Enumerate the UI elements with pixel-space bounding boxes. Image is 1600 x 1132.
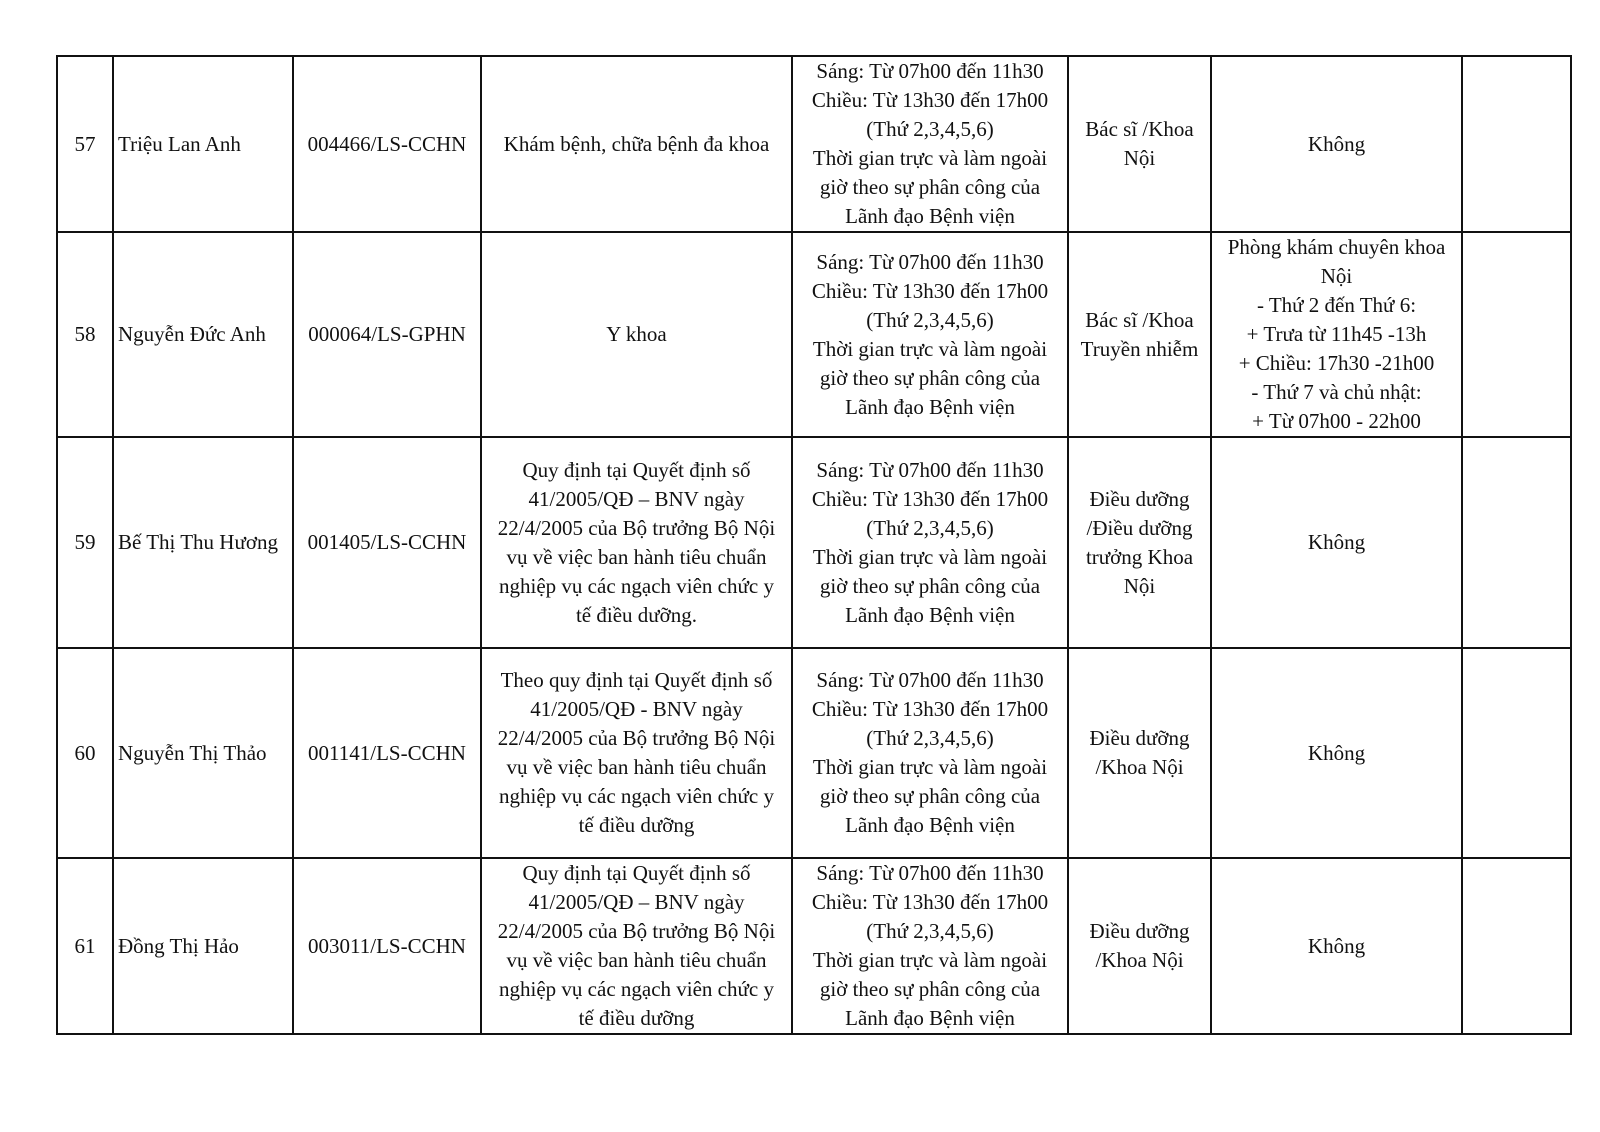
table-row	[57, 437, 1571, 648]
other-line: Phòng khám chuyên khoa	[1227, 235, 1446, 259]
note-cell	[1462, 232, 1571, 437]
other-line: + Chiều: 17h30 -21h00	[1238, 351, 1435, 375]
scope-line: Quy định tại Quyết định số	[522, 457, 751, 482]
scope-line: vụ về việc ban hành tiêu chuẩn	[506, 544, 767, 569]
note-cell	[1462, 56, 1571, 232]
position-cell	[1068, 858, 1211, 1034]
license-cell: 004466/LS-CCHN	[293, 56, 481, 232]
schedule-line: (Thứ 2,3,4,5,6)	[866, 919, 994, 943]
scope-line: Y khoa	[606, 322, 667, 346]
scope-line: nghiệp vụ các ngạch viên chức y	[499, 784, 774, 808]
schedule-cell	[792, 858, 1068, 1034]
schedule-line: giờ theo sự phân công của	[819, 365, 1041, 390]
scope-line: tế điều dưỡng	[578, 813, 695, 837]
scope-cell	[481, 232, 792, 437]
position-line: Điều dưỡng	[1089, 486, 1190, 511]
table-body	[57, 56, 1571, 1034]
stt-cell: 60	[57, 648, 113, 858]
stt-cell: 59	[57, 437, 113, 648]
other-line: - Thứ 7 và chủ nhật:	[1251, 380, 1422, 404]
name-cell: Nguyễn Thị Thảo	[113, 648, 293, 858]
stt-cell: 61	[57, 858, 113, 1034]
scope-line: tế điều dưỡng	[578, 1006, 695, 1030]
schedule-line: (Thứ 2,3,4,5,6)	[866, 726, 994, 750]
scope-line: Theo quy định tại Quyết định số	[500, 668, 773, 692]
schedule-line: Lãnh đạo Bệnh viện	[845, 204, 1015, 228]
schedule-line: Lãnh đạo Bệnh viện	[845, 394, 1015, 419]
scope-cell	[481, 648, 792, 858]
position-cell	[1068, 648, 1211, 858]
scope-line: 41/2005/QĐ - BNV ngày	[530, 697, 743, 721]
schedule-cell	[792, 648, 1068, 858]
schedule-line: Sáng: Từ 07h00 đến 11h30	[816, 457, 1044, 482]
other-line: Không	[1307, 740, 1366, 765]
position-line: Nội	[1123, 573, 1156, 598]
schedule-line: Chiều: Từ 13h30 đến 17h00	[811, 278, 1049, 303]
schedule-line: (Thứ 2,3,4,5,6)	[866, 117, 994, 141]
schedule-line: Chiều: Từ 13h30 đến 17h00	[811, 88, 1049, 112]
schedule-line: Chiều: Từ 13h30 đến 17h00	[811, 697, 1049, 721]
scope-line: 22/4/2005 của Bộ trưởng Bộ Nội	[497, 726, 776, 750]
other-cell	[1211, 437, 1462, 648]
position-line: Nội	[1123, 146, 1156, 170]
position-line: trưởng Khoa	[1085, 544, 1194, 569]
schedule-line: Lãnh đạo Bệnh viện	[845, 813, 1015, 837]
name-cell: Đồng Thị Hảo	[113, 858, 293, 1034]
position-line: /Khoa Nội	[1095, 948, 1184, 972]
position-line: Điều dưỡng	[1089, 726, 1190, 750]
schedule-line: Chiều: Từ 13h30 đến 17h00	[811, 486, 1049, 511]
license-cell: 001405/LS-CCHN	[293, 437, 481, 648]
scope-line: Quy định tại Quyết định số	[522, 861, 751, 885]
schedule-line: giờ theo sự phân công của	[819, 573, 1041, 598]
schedule-line: Thời gian trực và làm ngoài	[812, 755, 1048, 779]
staff-table	[56, 55, 1572, 1035]
position-cell	[1068, 232, 1211, 437]
other-cell	[1211, 56, 1462, 232]
position-cell	[1068, 56, 1211, 232]
position-line: Truyền nhiễm	[1080, 336, 1199, 361]
name-cell: Triệu Lan Anh	[113, 56, 293, 232]
note-cell	[1462, 648, 1571, 858]
scope-line: 41/2005/QĐ – BNV ngày	[528, 486, 745, 511]
name-cell: Bế Thị Thu Hương	[113, 437, 293, 648]
stt-cell: 58	[57, 232, 113, 437]
table-row	[57, 858, 1571, 1034]
table-row	[57, 56, 1571, 232]
schedule-line: Lãnh đạo Bệnh viện	[845, 602, 1015, 627]
schedule-line: Thời gian trực và làm ngoài	[812, 146, 1048, 170]
other-cell	[1211, 648, 1462, 858]
scope-line: Khám bệnh, chữa bệnh đa khoa	[503, 131, 770, 156]
scope-line: vụ về việc ban hành tiêu chuẩn	[506, 948, 767, 972]
scope-line: 22/4/2005 của Bộ trưởng Bộ Nội	[497, 919, 776, 943]
other-line: + Trưa từ 11h45 -13h	[1246, 322, 1427, 346]
table-row	[57, 648, 1571, 858]
schedule-line: giờ theo sự phân công của	[819, 784, 1041, 808]
other-line: Không	[1307, 530, 1366, 554]
table-row	[57, 232, 1571, 437]
scope-line: nghiệp vụ các ngạch viên chức y	[499, 573, 774, 598]
position-line: /Khoa Nội	[1095, 755, 1184, 779]
scope-line: 22/4/2005 của Bộ trưởng Bộ Nội	[497, 515, 776, 540]
position-line: /Điều dưỡng	[1086, 515, 1193, 540]
schedule-line: Sáng: Từ 07h00 đến 11h30	[816, 59, 1044, 83]
license-cell: 003011/LS-CCHN	[293, 858, 481, 1034]
schedule-line: (Thứ 2,3,4,5,6)	[866, 307, 994, 332]
schedule-line: Thời gian trực và làm ngoài	[812, 948, 1048, 972]
scope-line: tế điều dưỡng.	[575, 602, 698, 627]
schedule-line: Sáng: Từ 07h00 đến 11h30	[816, 249, 1044, 274]
position-cell	[1068, 437, 1211, 648]
schedule-line: giờ theo sự phân công của	[819, 977, 1041, 1001]
schedule-cell	[792, 232, 1068, 437]
schedule-cell	[792, 437, 1068, 648]
other-line: Không	[1307, 131, 1366, 156]
scope-line: nghiệp vụ các ngạch viên chức y	[499, 977, 774, 1001]
note-cell	[1462, 437, 1571, 648]
schedule-line: giờ theo sự phân công của	[819, 175, 1041, 199]
other-cell	[1211, 858, 1462, 1034]
other-cell	[1211, 232, 1462, 437]
position-line: Điều dưỡng	[1089, 919, 1190, 943]
schedule-line: Chiều: Từ 13h30 đến 17h00	[811, 890, 1049, 914]
scope-cell	[481, 858, 792, 1034]
schedule-line: Thời gian trực và làm ngoài	[812, 336, 1048, 361]
position-line: Bác sĩ /Khoa	[1085, 117, 1194, 141]
schedule-line: Sáng: Từ 07h00 đến 11h30	[816, 861, 1044, 885]
position-line: Bác sĩ /Khoa	[1085, 307, 1194, 332]
other-line: + Từ 07h00 - 22h00	[1252, 409, 1421, 433]
schedule-line: (Thứ 2,3,4,5,6)	[866, 515, 994, 540]
other-line: Nội	[1320, 264, 1353, 288]
license-cell: 001141/LS-CCHN	[293, 648, 481, 858]
schedule-cell	[792, 56, 1068, 232]
scope-line: 41/2005/QĐ – BNV ngày	[528, 890, 745, 914]
name-cell: Nguyễn Đức Anh	[113, 232, 293, 437]
note-cell	[1462, 858, 1571, 1034]
schedule-line: Lãnh đạo Bệnh viện	[845, 1006, 1015, 1030]
schedule-line: Sáng: Từ 07h00 đến 11h30	[816, 668, 1044, 692]
other-line: Không	[1307, 933, 1366, 958]
other-line: - Thứ 2 đến Thứ 6:	[1256, 293, 1417, 317]
scope-cell	[481, 56, 792, 232]
stt-cell: 57	[57, 56, 113, 232]
license-cell: 000064/LS-GPHN	[293, 232, 481, 437]
scope-cell	[481, 437, 792, 648]
scope-line: vụ về việc ban hành tiêu chuẩn	[506, 755, 767, 779]
schedule-line: Thời gian trực và làm ngoài	[812, 544, 1048, 569]
